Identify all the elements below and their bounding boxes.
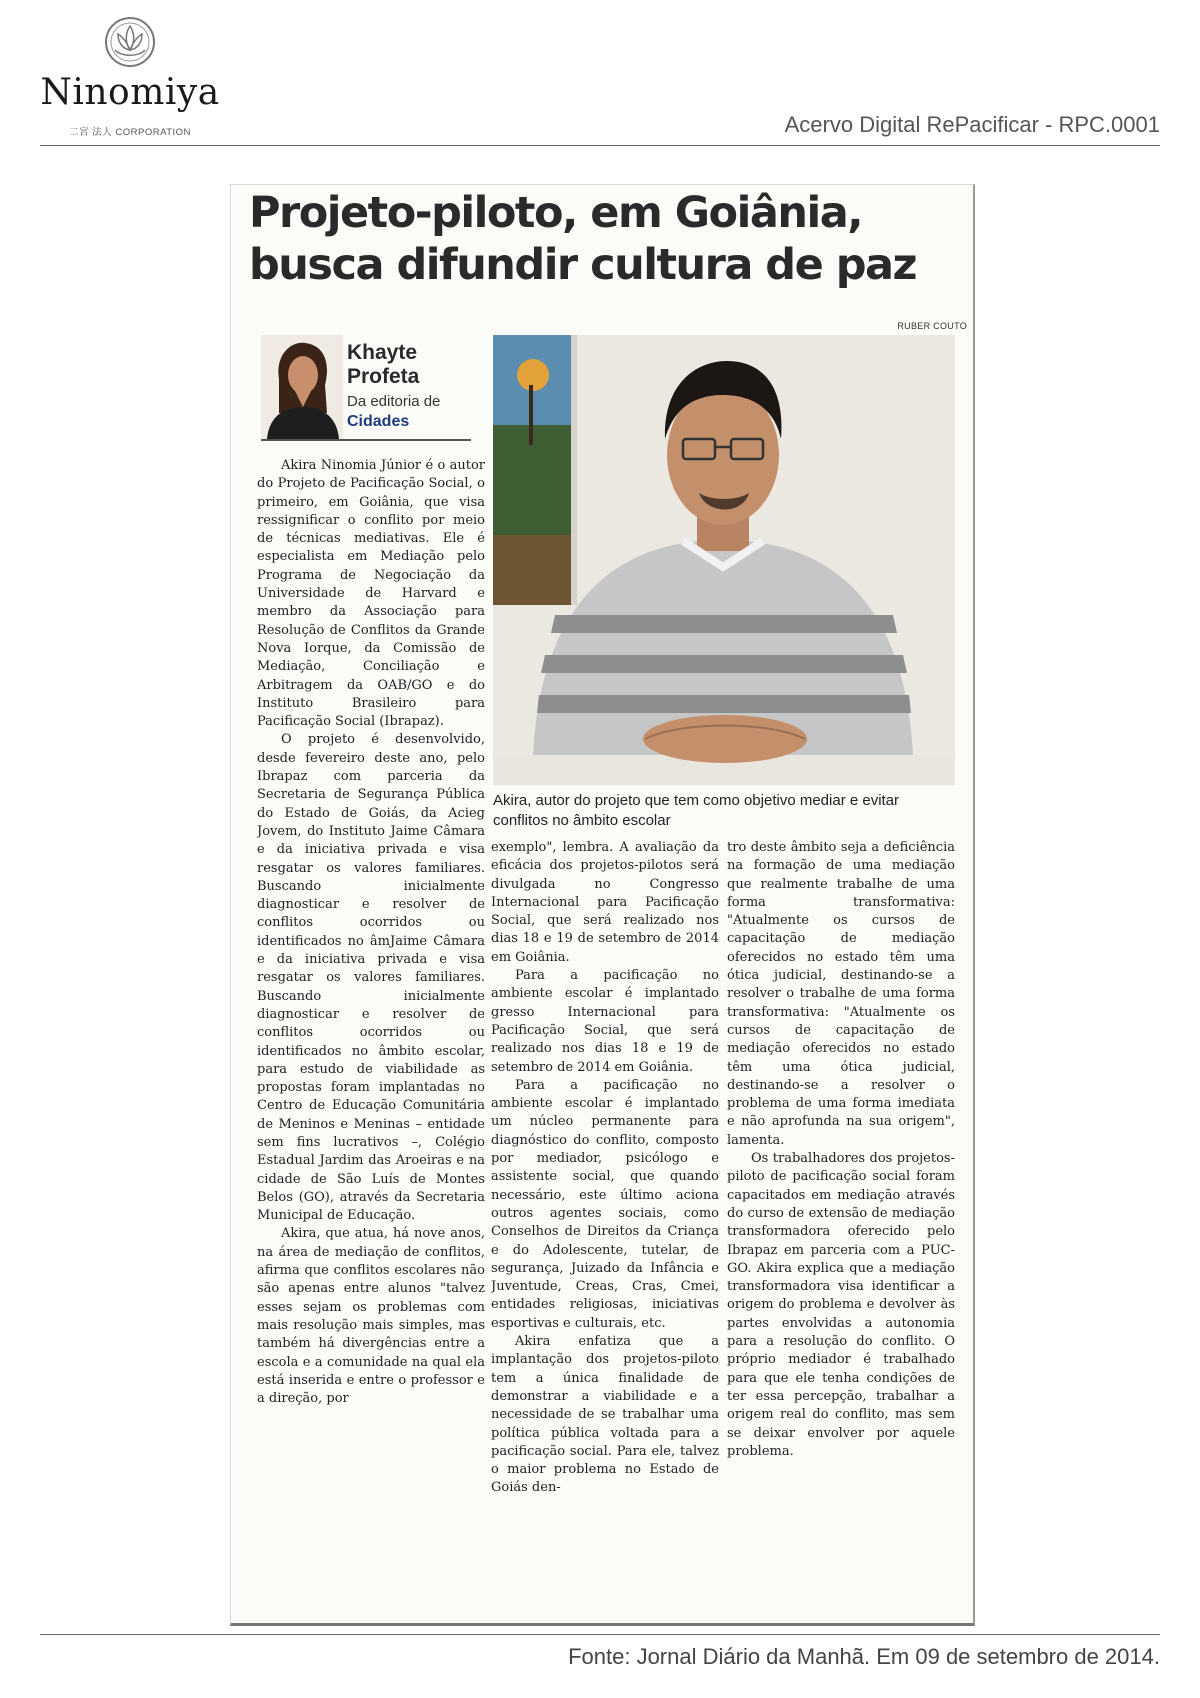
section-name: Cidades — [347, 413, 410, 430]
paragraph: Os trabalhadores dos projetos-piloto de pacificação social foram capacitados em mediação através do curso de extensão de mediação transformadora oferecido pelo Ibrapaz em parceria com a PUC-GO. Akira explica que a mediação transformadora visa identificar a origem do problema e devolver às partes envolvidas a autonomia para a resolução do conflito. O próprio mediador é trabalhado para que ele tenha condições de ter essa percepção, trabalhar a origem real do conflito, mas sem se deixar envolver por aquele problema. — [727, 1151, 955, 1459]
lotus-emblem-icon — [104, 16, 156, 68]
paragraph: tro deste âmbito seja a deficiência na formação de uma mediação que realmente trabalhe de uma forma transformativa: "Atualmente os cursos de capacitação de mediação oferecidos no estado têm uma ótica judicial, destinando-se a resolver o trabalhe de uma forma transformativa: "Atualmente os cursos de capacitação de mediação oferecidos no estado têm uma ótica judicial, destinando-se a resolver o problema de uma forma imediata e não aprofunda na sua origem", lamenta. — [727, 840, 955, 1148]
byline-divider — [261, 439, 471, 441]
headline-line-1: Projeto-piloto, em Goiânia, — [249, 188, 863, 238]
desk-label: Da editoria de — [347, 393, 441, 410]
article-column-2 — [491, 839, 719, 1605]
paragraph: Para a pacificação no ambiente escolar é implantado gresso Internacional para Pacificação Social, que será realizado nos dias 18 e 19 de setembro de 2014 em Goiânia. — [491, 968, 719, 1075]
photo-credit: RUBER COUTO — [897, 321, 967, 331]
author-last-name: Profeta — [347, 365, 420, 388]
paragraph: Akira enfatiza que a implantação dos projetos-piloto tem a única finalidade de demonstrar a viabilidade e a necessidade de se trabalhar uma política pública voltada para a pacificação social. Para ele, talvez o maior problema no Estado de Goiás den- — [491, 1334, 719, 1496]
photo-caption: Akira, autor do projeto que tem como objetivo mediar e evitar conflitos no âmbito escolar — [493, 792, 900, 829]
author-avatar — [261, 335, 343, 439]
footer-divider — [40, 1634, 1160, 1635]
paragraph: Akira Ninomia Júnior é o autor do Projeto de Pacificação Social, o primeiro, em Goiânia, que visa ressignificar o conflito por meio de técnicas mediativas. Ele é especialista em Mediação pelo Programa de Negociação da Universidade de Harvard e membro da Associação para Resolução de Conflitos da Grande Nova Iorque, da Comissão de Mediação, Conciliação e Arbitragem da OAB/GO e do Instituto Brasileiro para Pacificação Social (Ibrapaz). — [257, 458, 485, 730]
newspaper-clipping — [230, 184, 975, 1626]
headline-line-2: busca difundir cultura de paz — [249, 240, 917, 290]
article-column-1 — [257, 457, 485, 1605]
ninomiya-logo — [40, 16, 220, 136]
archive-code: Acervo Digital RePacificar - RPC.0001 — [784, 112, 1160, 137]
article-column-3 — [727, 839, 955, 1605]
article-photo — [493, 335, 955, 785]
paragraph: Para a pacificação no ambiente escolar é implantado um núcleo permanente para diagnóstico do conflito, composto por mediador, psicólogo e assistente social, que quando necessário, este último aciona outros agentes sociais, como Conselhos de Direitos da Criança e do Adolescente, tutelar, de segurança, Juizado da Infância e Juventude, Creas, Cras, Cmei, entidades religiosas, iniciativas esportivas e culturais, etc. — [491, 1077, 719, 1331]
paragraph: Akira, que atua, há nove anos, na área de mediação de conflitos, afirma que conflitos escolares não são apenas entre alunos "talvez esses sejam os problemas com mais resolução mais simples, mas também há divergências entre a escola e a comunidade na qual ela está inserida e entre o professor e a direção, por — [257, 1226, 485, 1407]
header-divider — [40, 145, 1160, 146]
author-first-name: Khayte — [347, 341, 418, 364]
paragraph: exemplo", lembra. A avaliação da eficácia dos projetos-pilotos será divulgada no Congresso Internacional para Pacificação Social, que será realizado nos dias 18 e 19 de setembro de 2014 em Goiânia. — [491, 840, 719, 965]
source-citation: Fonte: Jornal Diário da Manhã. Em 09 de setembro de 2014. — [568, 1644, 1160, 1669]
headline — [249, 187, 949, 291]
byline — [261, 335, 471, 441]
author-name — [347, 341, 467, 389]
logo-subtitle: 二宮 法人 CORPORATION — [69, 127, 191, 138]
logo-name: Ninomiya — [40, 72, 220, 113]
paragraph: O projeto é desenvolvido, desde fevereiro deste ano, pelo Ibrapaz com parceria da Secretaria de Segurança Pública do Estado de Goiás, da Acieg Jovem, do Instituto Jaime Câmara e da iniciativa privada e visa resgatar os valores familiares. Buscando inicialmente diagnosticar e resolver de conflitos ocorridos ou identificados no âmJaime Câmara e da iniciativa privada e visa resgatar os valores familiares. Buscando inicialmente diagnosticar e resolver de conflitos ocorridos ou identificados no âmbito escolar, para estudo de viabilidade as propostas foram implantadas no Centro de Educação Comunitária de Meninos e Meninas – entidade sem fins lucrativos –, Colégio Estadual Jardim das Aroeiras e na cidade de São Luís de Montes Belos (GO), através da Secretaria Municipal de Educação. — [257, 732, 485, 1224]
